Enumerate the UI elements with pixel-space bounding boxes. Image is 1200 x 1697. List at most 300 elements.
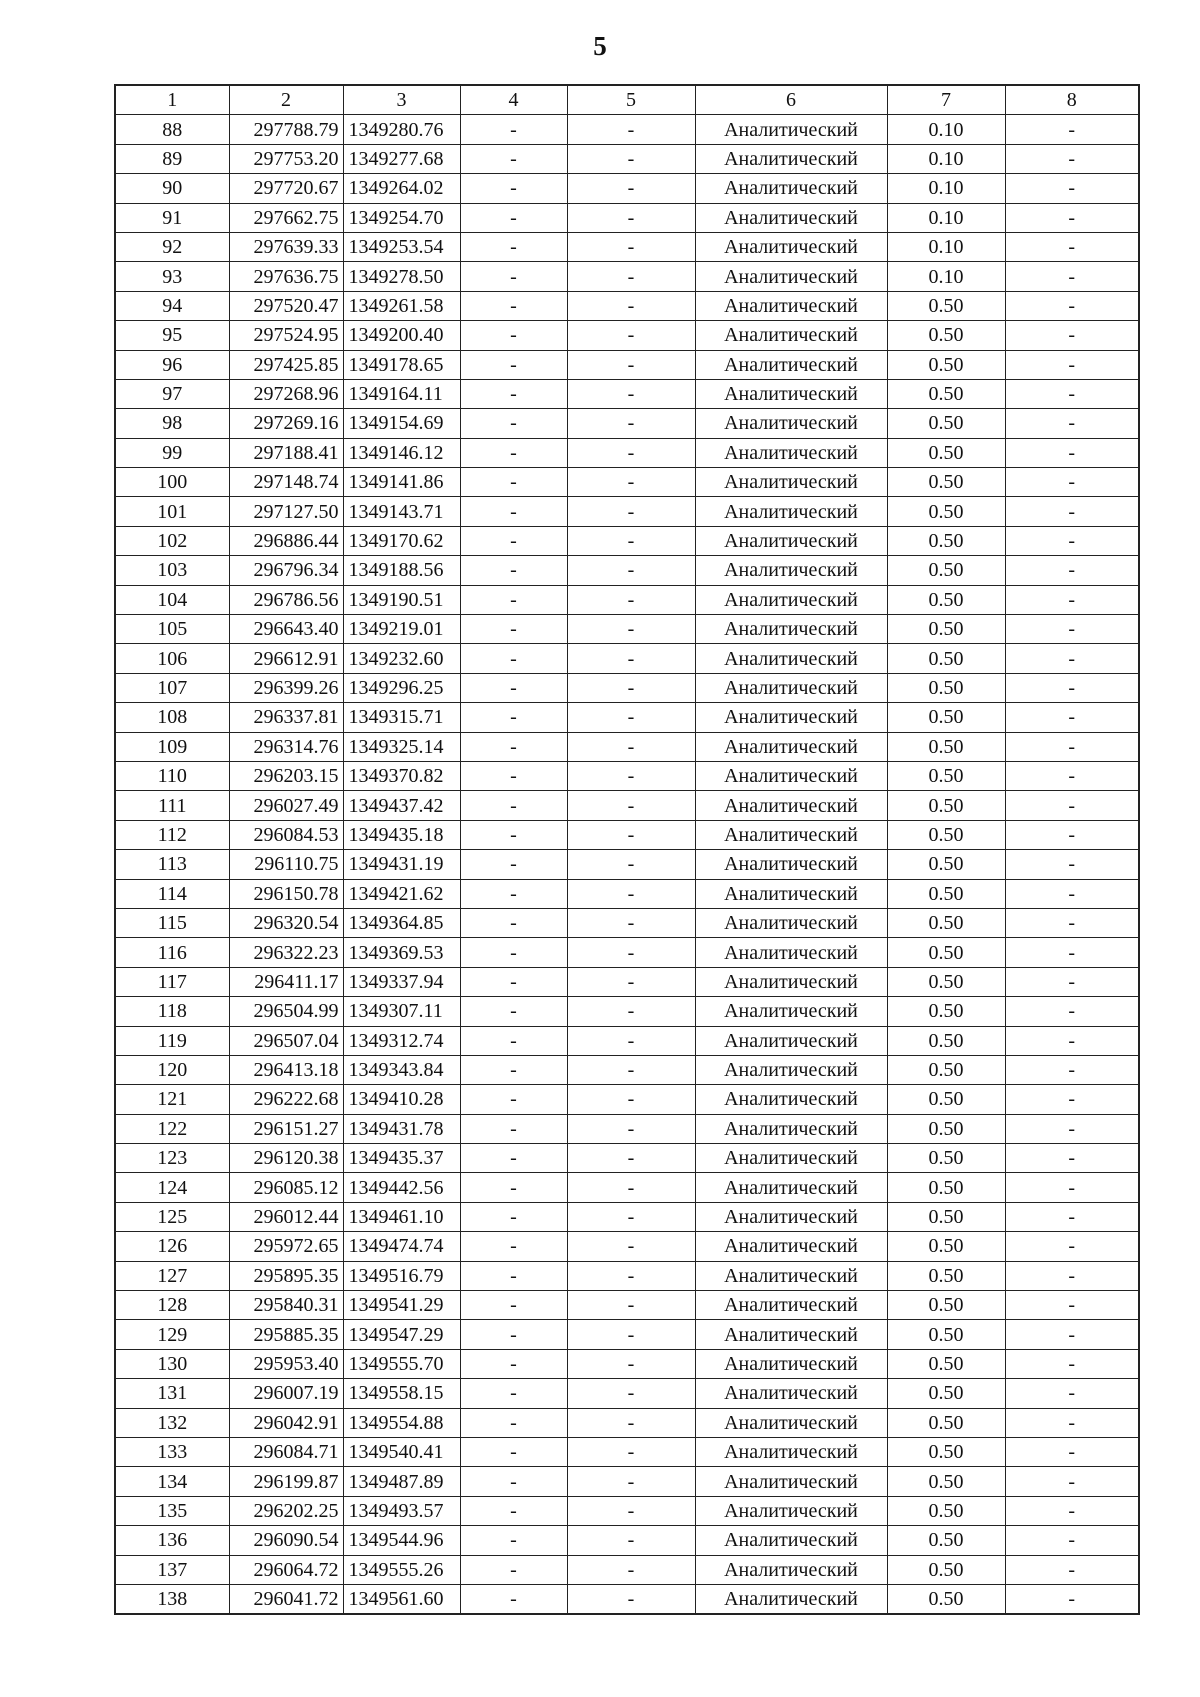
- coord-y-cell: 1349219.01: [343, 615, 460, 644]
- coord-x-cell: 296796.34: [229, 556, 343, 585]
- coord-x-cell: 296110.75: [229, 850, 343, 879]
- table-row: [115, 1114, 1139, 1143]
- col4-cell: -: [460, 409, 567, 438]
- col8-cell: -: [1005, 585, 1139, 614]
- col8-cell: -: [1005, 1437, 1139, 1466]
- coord-x-cell: 296399.26: [229, 673, 343, 702]
- col8-cell: -: [1005, 1526, 1139, 1555]
- accuracy-cell: 0.50: [887, 1496, 1005, 1525]
- coord-x-cell: 297636.75: [229, 262, 343, 291]
- col4-cell: -: [460, 1232, 567, 1261]
- coord-x-cell: 296504.99: [229, 997, 343, 1026]
- coord-y-cell: 1349364.85: [343, 908, 460, 937]
- point-number-cell: 115: [115, 908, 229, 937]
- accuracy-cell: 0.50: [887, 1349, 1005, 1378]
- col5-cell: -: [567, 938, 695, 967]
- method-cell: Аналитический: [695, 1202, 887, 1231]
- method-cell: Аналитический: [695, 615, 887, 644]
- table-row: [115, 262, 1139, 291]
- method-cell: Аналитический: [695, 468, 887, 497]
- col5-cell: -: [567, 850, 695, 879]
- col8-cell: -: [1005, 908, 1139, 937]
- coord-y-cell: 1349437.42: [343, 791, 460, 820]
- col4-cell: -: [460, 1555, 567, 1584]
- col4-cell: -: [460, 1291, 567, 1320]
- point-number-cell: 118: [115, 997, 229, 1026]
- coord-y-cell: 1349296.25: [343, 673, 460, 702]
- col5-cell: -: [567, 144, 695, 173]
- table-row: [115, 1555, 1139, 1584]
- method-cell: Аналитический: [695, 1114, 887, 1143]
- col8-cell: -: [1005, 468, 1139, 497]
- col5-cell: -: [567, 497, 695, 526]
- point-number-cell: 123: [115, 1144, 229, 1173]
- table-row: [115, 350, 1139, 379]
- coord-y-cell: 1349555.26: [343, 1555, 460, 1584]
- accuracy-cell: 0.50: [887, 1085, 1005, 1114]
- coord-y-cell: 1349431.78: [343, 1114, 460, 1143]
- accuracy-cell: 0.50: [887, 967, 1005, 996]
- method-cell: Аналитический: [695, 321, 887, 350]
- coord-x-cell: 296012.44: [229, 1202, 343, 1231]
- coord-y-cell: 1349312.74: [343, 1026, 460, 1055]
- table-row: [115, 761, 1139, 790]
- col5-cell: -: [567, 703, 695, 732]
- coord-x-cell: 296337.81: [229, 703, 343, 732]
- col8-cell: -: [1005, 1085, 1139, 1114]
- col8-cell: -: [1005, 115, 1139, 144]
- point-number-cell: 106: [115, 644, 229, 673]
- col4-cell: -: [460, 144, 567, 173]
- col8-cell: -: [1005, 1555, 1139, 1584]
- table-row: [115, 879, 1139, 908]
- col4-cell: -: [460, 938, 567, 967]
- col4-cell: -: [460, 1526, 567, 1555]
- point-number-cell: 127: [115, 1261, 229, 1290]
- table-row: [115, 938, 1139, 967]
- coord-x-cell: 296612.91: [229, 644, 343, 673]
- col4-cell: -: [460, 908, 567, 937]
- coord-x-cell: 296643.40: [229, 615, 343, 644]
- col4-cell: -: [460, 468, 567, 497]
- method-cell: Аналитический: [695, 585, 887, 614]
- accuracy-cell: 0.50: [887, 1555, 1005, 1584]
- table-row: [115, 526, 1139, 555]
- coord-y-cell: 1349232.60: [343, 644, 460, 673]
- accuracy-cell: 0.50: [887, 673, 1005, 702]
- table-row: [115, 115, 1139, 144]
- column-header-2: 2: [229, 85, 343, 115]
- table-row: [115, 1437, 1139, 1466]
- point-number-cell: 122: [115, 1114, 229, 1143]
- point-number-cell: 135: [115, 1496, 229, 1525]
- coord-y-cell: 1349277.68: [343, 144, 460, 173]
- coord-y-cell: 1349555.70: [343, 1349, 460, 1378]
- col4-cell: -: [460, 232, 567, 261]
- coord-x-cell: 296202.25: [229, 1496, 343, 1525]
- method-cell: Аналитический: [695, 1291, 887, 1320]
- accuracy-cell: 0.50: [887, 1467, 1005, 1496]
- method-cell: Аналитический: [695, 850, 887, 879]
- table-row: [115, 379, 1139, 408]
- coord-x-cell: 296120.38: [229, 1144, 343, 1173]
- coord-y-cell: 1349164.11: [343, 379, 460, 408]
- col5-cell: -: [567, 1026, 695, 1055]
- point-number-cell: 121: [115, 1085, 229, 1114]
- table-row: [115, 644, 1139, 673]
- coord-x-cell: 296027.49: [229, 791, 343, 820]
- table-row: [115, 850, 1139, 879]
- coord-y-cell: 1349435.18: [343, 820, 460, 849]
- point-number-cell: 130: [115, 1349, 229, 1378]
- accuracy-cell: 0.50: [887, 732, 1005, 761]
- col5-cell: -: [567, 1055, 695, 1084]
- col8-cell: -: [1005, 879, 1139, 908]
- col5-cell: -: [567, 262, 695, 291]
- col8-cell: -: [1005, 1291, 1139, 1320]
- accuracy-cell: 0.50: [887, 409, 1005, 438]
- point-number-cell: 94: [115, 291, 229, 320]
- method-cell: Аналитический: [695, 232, 887, 261]
- col8-cell: -: [1005, 1408, 1139, 1437]
- table-row: [115, 1144, 1139, 1173]
- accuracy-cell: 0.50: [887, 497, 1005, 526]
- method-cell: Аналитический: [695, 1437, 887, 1466]
- coord-y-cell: 1349558.15: [343, 1379, 460, 1408]
- method-cell: Аналитический: [695, 291, 887, 320]
- table-row: [115, 673, 1139, 702]
- table-row: [115, 438, 1139, 467]
- accuracy-cell: 0.50: [887, 1114, 1005, 1143]
- coord-x-cell: 297148.74: [229, 468, 343, 497]
- coord-x-cell: 296222.68: [229, 1085, 343, 1114]
- col4-cell: -: [460, 526, 567, 555]
- col4-cell: -: [460, 1085, 567, 1114]
- col8-cell: -: [1005, 938, 1139, 967]
- col4-cell: -: [460, 1261, 567, 1290]
- col8-cell: -: [1005, 379, 1139, 408]
- col4-cell: -: [460, 379, 567, 408]
- coord-y-cell: 1349264.02: [343, 174, 460, 203]
- col4-cell: -: [460, 1496, 567, 1525]
- point-number-cell: 102: [115, 526, 229, 555]
- col5-cell: -: [567, 761, 695, 790]
- col5-cell: -: [567, 526, 695, 555]
- col4-cell: -: [460, 1320, 567, 1349]
- accuracy-cell: 0.50: [887, 1144, 1005, 1173]
- accuracy-cell: 0.50: [887, 703, 1005, 732]
- col5-cell: -: [567, 585, 695, 614]
- method-cell: Аналитический: [695, 1144, 887, 1173]
- col8-cell: -: [1005, 967, 1139, 996]
- point-number-cell: 131: [115, 1379, 229, 1408]
- method-cell: Аналитический: [695, 497, 887, 526]
- col5-cell: -: [567, 174, 695, 203]
- point-number-cell: 134: [115, 1467, 229, 1496]
- table-row: [115, 820, 1139, 849]
- table-row: [115, 1055, 1139, 1084]
- method-cell: Аналитический: [695, 967, 887, 996]
- point-number-cell: 100: [115, 468, 229, 497]
- col8-cell: -: [1005, 820, 1139, 849]
- method-cell: Аналитический: [695, 203, 887, 232]
- col4-cell: -: [460, 115, 567, 144]
- col8-cell: -: [1005, 1379, 1139, 1408]
- accuracy-cell: 0.10: [887, 262, 1005, 291]
- col5-cell: -: [567, 673, 695, 702]
- point-number-cell: 96: [115, 350, 229, 379]
- col5-cell: -: [567, 232, 695, 261]
- table-row: [115, 1379, 1139, 1408]
- coord-y-cell: 1349561.60: [343, 1584, 460, 1614]
- method-cell: Аналитический: [695, 144, 887, 173]
- point-number-cell: 98: [115, 409, 229, 438]
- coord-y-cell: 1349544.96: [343, 1526, 460, 1555]
- table-row: [115, 556, 1139, 585]
- col4-cell: -: [460, 615, 567, 644]
- method-cell: Аналитический: [695, 1496, 887, 1525]
- coord-y-cell: 1349554.88: [343, 1408, 460, 1437]
- col8-cell: -: [1005, 1261, 1139, 1290]
- coord-x-cell: 297127.50: [229, 497, 343, 526]
- coord-y-cell: 1349190.51: [343, 585, 460, 614]
- col4-cell: -: [460, 321, 567, 350]
- accuracy-cell: 0.50: [887, 1261, 1005, 1290]
- col5-cell: -: [567, 1085, 695, 1114]
- method-cell: Аналитический: [695, 174, 887, 203]
- col5-cell: -: [567, 321, 695, 350]
- method-cell: Аналитический: [695, 761, 887, 790]
- coord-x-cell: 297524.95: [229, 321, 343, 350]
- coord-x-cell: 295885.35: [229, 1320, 343, 1349]
- table-row: [115, 1408, 1139, 1437]
- col4-cell: -: [460, 291, 567, 320]
- coord-x-cell: 295895.35: [229, 1261, 343, 1290]
- point-number-cell: 112: [115, 820, 229, 849]
- col4-cell: -: [460, 732, 567, 761]
- table-row: [115, 174, 1139, 203]
- table-row: [115, 967, 1139, 996]
- coord-y-cell: 1349278.50: [343, 262, 460, 291]
- coord-x-cell: 296507.04: [229, 1026, 343, 1055]
- coord-y-cell: 1349141.86: [343, 468, 460, 497]
- col8-cell: -: [1005, 1114, 1139, 1143]
- accuracy-cell: 0.50: [887, 997, 1005, 1026]
- col8-cell: -: [1005, 1349, 1139, 1378]
- table-row: [115, 321, 1139, 350]
- table-row: [115, 908, 1139, 937]
- column-header-8: 8: [1005, 85, 1139, 115]
- accuracy-cell: 0.50: [887, 820, 1005, 849]
- col4-cell: -: [460, 203, 567, 232]
- accuracy-cell: 0.50: [887, 1437, 1005, 1466]
- table-row: [115, 1467, 1139, 1496]
- coord-x-cell: 297639.33: [229, 232, 343, 261]
- coord-y-cell: 1349337.94: [343, 967, 460, 996]
- col5-cell: -: [567, 1349, 695, 1378]
- col4-cell: -: [460, 703, 567, 732]
- col8-cell: -: [1005, 1584, 1139, 1614]
- point-number-cell: 136: [115, 1526, 229, 1555]
- table-row: [115, 468, 1139, 497]
- col5-cell: -: [567, 1291, 695, 1320]
- method-cell: Аналитический: [695, 115, 887, 144]
- col4-cell: -: [460, 820, 567, 849]
- col5-cell: -: [567, 1408, 695, 1437]
- col4-cell: -: [460, 585, 567, 614]
- col4-cell: -: [460, 1349, 567, 1378]
- coord-y-cell: 1349280.76: [343, 115, 460, 144]
- coord-y-cell: 1349410.28: [343, 1085, 460, 1114]
- coord-y-cell: 1349541.29: [343, 1291, 460, 1320]
- coord-y-cell: 1349143.71: [343, 497, 460, 526]
- point-number-cell: 114: [115, 879, 229, 908]
- accuracy-cell: 0.50: [887, 379, 1005, 408]
- accuracy-cell: 0.50: [887, 644, 1005, 673]
- col5-cell: -: [567, 203, 695, 232]
- col5-cell: -: [567, 1584, 695, 1614]
- point-number-cell: 103: [115, 556, 229, 585]
- coord-y-cell: 1349442.56: [343, 1173, 460, 1202]
- col4-cell: -: [460, 850, 567, 879]
- col5-cell: -: [567, 1437, 695, 1466]
- table-row: [115, 791, 1139, 820]
- col8-cell: -: [1005, 1320, 1139, 1349]
- accuracy-cell: 0.50: [887, 1202, 1005, 1231]
- coord-x-cell: 297188.41: [229, 438, 343, 467]
- accuracy-cell: 0.50: [887, 761, 1005, 790]
- col8-cell: -: [1005, 262, 1139, 291]
- coord-x-cell: 296411.17: [229, 967, 343, 996]
- coord-x-cell: 296199.87: [229, 1467, 343, 1496]
- coord-x-cell: 297788.79: [229, 115, 343, 144]
- col4-cell: -: [460, 967, 567, 996]
- col8-cell: -: [1005, 673, 1139, 702]
- coord-x-cell: 297269.16: [229, 409, 343, 438]
- col8-cell: -: [1005, 615, 1139, 644]
- column-header-7: 7: [887, 85, 1005, 115]
- coord-y-cell: 1349487.89: [343, 1467, 460, 1496]
- point-number-cell: 124: [115, 1173, 229, 1202]
- accuracy-cell: 0.50: [887, 1584, 1005, 1614]
- table-row: [115, 497, 1139, 526]
- col8-cell: -: [1005, 1232, 1139, 1261]
- col4-cell: -: [460, 497, 567, 526]
- method-cell: Аналитический: [695, 791, 887, 820]
- point-number-cell: 125: [115, 1202, 229, 1231]
- col8-cell: -: [1005, 1144, 1139, 1173]
- accuracy-cell: 0.50: [887, 1526, 1005, 1555]
- method-cell: Аналитический: [695, 1232, 887, 1261]
- table-row: [115, 1085, 1139, 1114]
- point-number-cell: 138: [115, 1584, 229, 1614]
- col4-cell: -: [460, 1144, 567, 1173]
- point-number-cell: 129: [115, 1320, 229, 1349]
- col5-cell: -: [567, 1202, 695, 1231]
- point-number-cell: 109: [115, 732, 229, 761]
- table-row: [115, 1584, 1139, 1614]
- point-number-cell: 126: [115, 1232, 229, 1261]
- coord-x-cell: 296064.72: [229, 1555, 343, 1584]
- col4-cell: -: [460, 174, 567, 203]
- col8-cell: -: [1005, 291, 1139, 320]
- coord-x-cell: 297425.85: [229, 350, 343, 379]
- coord-y-cell: 1349547.29: [343, 1320, 460, 1349]
- col5-cell: -: [567, 379, 695, 408]
- accuracy-cell: 0.50: [887, 791, 1005, 820]
- accuracy-cell: 0.50: [887, 938, 1005, 967]
- col8-cell: -: [1005, 526, 1139, 555]
- table-header-row: [115, 85, 1139, 115]
- method-cell: Аналитический: [695, 1584, 887, 1614]
- coord-x-cell: 296151.27: [229, 1114, 343, 1143]
- table-row: [115, 703, 1139, 732]
- method-cell: Аналитический: [695, 644, 887, 673]
- method-cell: Аналитический: [695, 1379, 887, 1408]
- accuracy-cell: 0.10: [887, 115, 1005, 144]
- coord-y-cell: 1349370.82: [343, 761, 460, 790]
- coord-y-cell: 1349254.70: [343, 203, 460, 232]
- point-number-cell: 99: [115, 438, 229, 467]
- coord-y-cell: 1349188.56: [343, 556, 460, 585]
- point-number-cell: 88: [115, 115, 229, 144]
- col8-cell: -: [1005, 644, 1139, 673]
- col5-cell: -: [567, 997, 695, 1026]
- accuracy-cell: 0.50: [887, 850, 1005, 879]
- point-number-cell: 110: [115, 761, 229, 790]
- col4-cell: -: [460, 879, 567, 908]
- point-number-cell: 93: [115, 262, 229, 291]
- accuracy-cell: 0.50: [887, 615, 1005, 644]
- accuracy-cell: 0.50: [887, 1232, 1005, 1261]
- coord-x-cell: 296084.71: [229, 1437, 343, 1466]
- accuracy-cell: 0.50: [887, 1320, 1005, 1349]
- col8-cell: -: [1005, 850, 1139, 879]
- accuracy-cell: 0.50: [887, 1408, 1005, 1437]
- coord-y-cell: 1349200.40: [343, 321, 460, 350]
- point-number-cell: 101: [115, 497, 229, 526]
- col4-cell: -: [460, 1173, 567, 1202]
- col5-cell: -: [567, 409, 695, 438]
- point-number-cell: 97: [115, 379, 229, 408]
- table-row: [115, 1026, 1139, 1055]
- coord-x-cell: 296084.53: [229, 820, 343, 849]
- col5-cell: -: [567, 615, 695, 644]
- coord-y-cell: 1349474.74: [343, 1232, 460, 1261]
- table-row: [115, 1261, 1139, 1290]
- coord-x-cell: 297662.75: [229, 203, 343, 232]
- point-number-cell: 92: [115, 232, 229, 261]
- coord-x-cell: 296413.18: [229, 1055, 343, 1084]
- point-number-cell: 120: [115, 1055, 229, 1084]
- method-cell: Аналитический: [695, 1408, 887, 1437]
- col4-cell: -: [460, 350, 567, 379]
- col5-cell: -: [567, 879, 695, 908]
- accuracy-cell: 0.50: [887, 321, 1005, 350]
- col5-cell: -: [567, 967, 695, 996]
- accuracy-cell: 0.50: [887, 585, 1005, 614]
- accuracy-cell: 0.50: [887, 908, 1005, 937]
- col8-cell: -: [1005, 174, 1139, 203]
- accuracy-cell: 0.50: [887, 526, 1005, 555]
- coord-y-cell: 1349261.58: [343, 291, 460, 320]
- point-number-cell: 133: [115, 1437, 229, 1466]
- table-row: [115, 585, 1139, 614]
- method-cell: Аналитический: [695, 1055, 887, 1084]
- coord-x-cell: 296886.44: [229, 526, 343, 555]
- method-cell: Аналитический: [695, 997, 887, 1026]
- table-row: [115, 997, 1139, 1026]
